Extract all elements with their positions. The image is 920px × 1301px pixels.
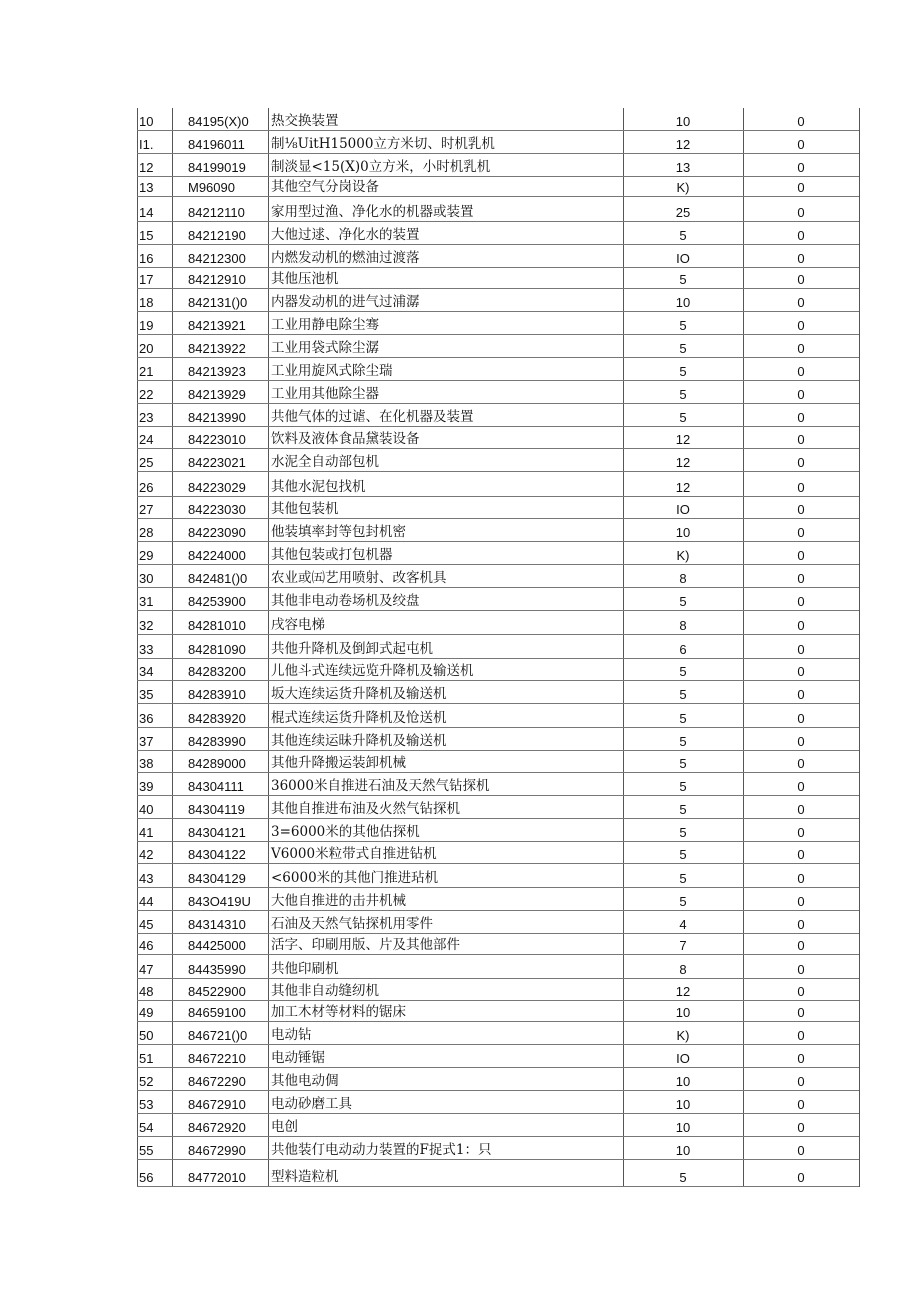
row-number-cell: 10 [139, 114, 154, 129]
table-row [137, 427, 859, 449]
product-name-cell: 制淡显<15(X)0立方米，小时机乳机 [271, 159, 491, 175]
value-cell: 0 [797, 847, 805, 862]
row-number-cell: 45 [139, 917, 154, 932]
rate-cell: 5 [679, 1170, 687, 1185]
product-name-cell: <6000米的其他门推进玷机 [271, 870, 439, 886]
product-name-cell: 3=6000米的其他估探机 [271, 824, 420, 840]
value-cell: 0 [797, 984, 805, 999]
value-cell: 0 [797, 571, 805, 586]
table-row [137, 472, 859, 497]
rate-cell: 25 [675, 205, 691, 220]
product-name-cell: 石油及天然气钻探机用零件 [271, 916, 433, 932]
hs-code-cell: 84672910 [188, 1097, 246, 1112]
product-name-cell: 活字、印刷用版、片及其他部件 [271, 937, 460, 953]
table-row [137, 588, 859, 611]
table-row [137, 542, 859, 565]
hs-code-cell: 846721()0 [188, 1028, 248, 1043]
value-cell: 0 [797, 642, 805, 657]
hs-code-cell: 84672210 [188, 1051, 246, 1066]
table-row [137, 842, 859, 864]
rate-cell: 12 [675, 455, 691, 470]
table-row [137, 177, 859, 197]
rate-cell: 12 [675, 480, 691, 495]
hs-code-cell: 84304121 [188, 825, 246, 840]
rate-cell: IO [676, 502, 690, 517]
value-cell: 0 [797, 160, 805, 175]
value-cell: 0 [797, 502, 805, 517]
product-name-cell: 电创 [271, 1119, 298, 1135]
table-row [137, 1137, 859, 1160]
table-row [137, 565, 859, 588]
value-cell: 0 [797, 1005, 805, 1020]
rate-cell: 5 [679, 779, 687, 794]
rate-cell: 8 [679, 571, 687, 586]
row-number-cell: 13 [139, 180, 154, 195]
hs-code-cell: 84223010 [188, 432, 246, 447]
rate-cell: 10 [675, 1120, 691, 1135]
row-number-cell: 50 [139, 1028, 154, 1043]
hs-code-cell: 84425000 [188, 938, 246, 953]
product-name-cell: 其他非自动缝纫机 [271, 983, 379, 999]
row-number-cell: 18 [139, 295, 154, 310]
table-row [137, 1001, 859, 1022]
table-row [137, 222, 859, 245]
row-number-cell: 40 [139, 802, 154, 817]
table-row [137, 1160, 859, 1187]
hs-code-cell: 84223021 [188, 455, 246, 470]
row-number-cell: I1. [139, 137, 154, 152]
product-name-cell: 其他空气分岗设备 [271, 179, 379, 195]
value-cell: 0 [797, 410, 805, 425]
table-row [137, 1068, 859, 1091]
row-number-cell: 19 [139, 318, 154, 333]
row-number-cell: 54 [139, 1120, 154, 1135]
row-number-cell: 49 [139, 1005, 154, 1020]
product-name-cell: 农业或㈤艺用喷射、改客机具 [271, 570, 447, 586]
hs-code-cell: 84213929 [188, 387, 246, 402]
rate-cell: 5 [679, 711, 687, 726]
value-cell: 0 [797, 341, 805, 356]
rate-cell: 4 [679, 917, 687, 932]
table-row [137, 1091, 859, 1114]
product-name-cell: 大他过逑、净化水的装置 [271, 227, 420, 243]
table-row [137, 154, 859, 177]
hs-code-cell: 84283200 [188, 664, 246, 679]
table-row [137, 197, 859, 222]
value-cell: 0 [797, 756, 805, 771]
product-name-cell: 电动钻 [271, 1027, 312, 1043]
rate-cell: 10 [675, 295, 691, 310]
hs-code-cell: 84672990 [188, 1143, 246, 1158]
table-row [137, 335, 859, 358]
hs-code-cell: 84283990 [188, 734, 246, 749]
table-row [137, 1045, 859, 1068]
hs-code-cell: 84435990 [188, 962, 246, 977]
row-number-cell: 20 [139, 341, 154, 356]
product-name-cell: 型料造粒机 [271, 1169, 339, 1185]
hs-code-cell: 84283920 [188, 711, 246, 726]
row-number-cell: 48 [139, 984, 154, 999]
value-cell: 0 [797, 1097, 805, 1112]
table-row [137, 449, 859, 472]
product-name-cell: 共他装仃电动动力装置的F捉式1：只 [271, 1142, 492, 1158]
value-cell: 0 [797, 802, 805, 817]
table-row [137, 108, 859, 131]
rate-cell: 10 [675, 1143, 691, 1158]
row-number-cell: 27 [139, 502, 154, 517]
hs-code-cell: 84304122 [188, 847, 246, 862]
product-name-cell: 其他水泥包找机 [271, 479, 366, 495]
row-number-cell: 28 [139, 525, 154, 540]
table-row [137, 819, 859, 842]
product-name-cell: 戌容电梯 [271, 617, 325, 633]
product-name-cell: 其他电动倜 [271, 1073, 339, 1089]
product-name-cell: V6000米粒带式自推进钻机 [271, 846, 437, 862]
rate-cell: 5 [679, 825, 687, 840]
row-number-cell: 29 [139, 548, 154, 563]
hs-code-cell: 84314310 [188, 917, 246, 932]
table-row [137, 728, 859, 751]
value-cell: 0 [797, 1120, 805, 1135]
value-cell: 0 [797, 894, 805, 909]
hs-code-cell: 84213921 [188, 318, 246, 333]
row-number-cell: 36 [139, 711, 154, 726]
hs-code-cell: 84672290 [188, 1074, 246, 1089]
product-name-cell: 制⅛UitH15000立方米切、时机乳机 [271, 136, 495, 152]
rate-cell: K) [676, 1028, 690, 1043]
table-row [137, 955, 859, 979]
value-cell: 0 [797, 180, 805, 195]
row-number-cell: 42 [139, 847, 154, 862]
value-cell: 0 [797, 318, 805, 333]
table-row [137, 404, 859, 427]
product-name-cell: 其他非电动卷场机及绞盘 [271, 593, 420, 609]
table-row [137, 268, 859, 289]
row-number-cell: 47 [139, 962, 154, 977]
row-divider [137, 1186, 859, 1187]
product-name-cell: 工业用旋风式除尘瑞 [271, 363, 393, 379]
rate-cell: 5 [679, 272, 687, 287]
hs-code-cell: 84212910 [188, 272, 246, 287]
value-cell: 0 [797, 205, 805, 220]
rate-cell: IO [676, 1051, 690, 1066]
table-row [137, 358, 859, 381]
hs-code-cell: 84253900 [188, 594, 246, 609]
rate-cell: 7 [679, 938, 687, 953]
product-name-cell: 电动砂磨工具 [271, 1096, 352, 1112]
product-name-cell: 其他压池机 [271, 271, 339, 287]
product-name-cell: 水泥全自动部包机 [271, 454, 379, 470]
row-number-cell: 39 [139, 779, 154, 794]
product-name-cell: 其他升降搬运装卸机械 [271, 755, 406, 771]
value-cell: 0 [797, 779, 805, 794]
product-name-cell: 工业用静电除尘骞 [271, 317, 379, 333]
product-name-cell: 大他自推进的击井机械 [271, 893, 406, 909]
product-name-cell: 36000米自推进石油及天然气钻探机 [271, 778, 490, 794]
rate-cell: 6 [679, 642, 687, 657]
hs-code-cell: 84195(X)0 [188, 114, 249, 129]
table-row [137, 979, 859, 1001]
hs-code-cell: 84212110 [188, 205, 245, 220]
rate-cell: 5 [679, 687, 687, 702]
hs-code-cell: 84283910 [188, 687, 246, 702]
product-name-cell: 加工木材等材料的锯床 [271, 1004, 406, 1020]
row-number-cell: 35 [139, 687, 154, 702]
rate-cell: 5 [679, 756, 687, 771]
rate-cell: K) [676, 180, 690, 195]
rate-cell: 5 [679, 734, 687, 749]
product-name-cell: 工业用袋式除尘潺 [271, 340, 379, 356]
row-number-cell: 56 [139, 1170, 154, 1185]
product-name-cell: 坂大连续运货升降机及输送机 [271, 686, 447, 702]
value-cell: 0 [797, 228, 805, 243]
row-number-cell: 14 [139, 205, 154, 220]
table-row [137, 1022, 859, 1045]
hs-code-cell: 842131()0 [188, 295, 248, 310]
table-row [137, 659, 859, 681]
row-number-cell: 38 [139, 756, 154, 771]
rate-cell: 8 [679, 962, 687, 977]
row-number-cell: 34 [139, 664, 154, 679]
product-name-cell: 其他包装机 [271, 501, 339, 517]
hs-code-cell: 84223030 [188, 502, 246, 517]
value-cell: 0 [797, 432, 805, 447]
table-row [137, 131, 859, 154]
product-name-cell: 其他连续运昧升降机及输送机 [271, 733, 447, 749]
row-number-cell: 17 [139, 272, 154, 287]
rate-cell: 10 [675, 114, 691, 129]
hs-code-cell: 84213923 [188, 364, 246, 379]
value-cell: 0 [797, 251, 805, 266]
table-row [137, 796, 859, 819]
value-cell: 0 [797, 938, 805, 953]
row-number-cell: 53 [139, 1097, 154, 1112]
value-cell: 0 [797, 1051, 805, 1066]
row-number-cell: 26 [139, 480, 154, 495]
row-number-cell: 12 [139, 160, 154, 175]
rate-cell: 5 [679, 664, 687, 679]
hs-code-cell: 843O419U [188, 894, 251, 909]
hs-code-cell: 84304129 [188, 871, 246, 886]
rate-cell: 5 [679, 318, 687, 333]
hs-code-cell: 84281010 [188, 618, 246, 633]
product-name-cell: 内燃发动机的燃油过渡落 [271, 250, 420, 266]
product-name-cell: 家用型过渔、净化水的机器或装置 [271, 204, 474, 220]
value-cell: 0 [797, 962, 805, 977]
table-row [137, 381, 859, 404]
value-cell: 0 [797, 525, 805, 540]
product-name-cell: 内器发动机的进气过浦潺 [271, 294, 420, 310]
rate-cell: 5 [679, 364, 687, 379]
rate-cell: 5 [679, 594, 687, 609]
rate-cell: 5 [679, 894, 687, 909]
product-name-cell: 共他气体的过谑、在化机器及装置 [271, 409, 474, 425]
table-row [137, 681, 859, 704]
hs-code-cell: 84212190 [188, 228, 246, 243]
hs-code-cell: 842481()0 [188, 571, 248, 586]
table-row [137, 864, 859, 888]
value-cell: 0 [797, 1170, 805, 1185]
value-cell: 0 [797, 618, 805, 633]
hs-code-cell: 84522900 [188, 984, 246, 999]
product-name-cell: 热交换装置 [271, 113, 339, 129]
row-number-cell: 55 [139, 1143, 154, 1158]
product-name-cell: 电动锤锯 [271, 1050, 325, 1066]
row-number-cell: 37 [139, 734, 154, 749]
value-cell: 0 [797, 1074, 805, 1089]
rate-cell: 5 [679, 341, 687, 356]
table-row [137, 245, 859, 268]
row-number-cell: 24 [139, 432, 154, 447]
value-cell: 0 [797, 711, 805, 726]
product-name-cell: 儿他斗式连续远览升降机及输送机 [271, 663, 474, 679]
hs-code-cell: 84304119 [188, 802, 245, 817]
rate-cell: 10 [675, 525, 691, 540]
row-number-cell: 44 [139, 894, 154, 909]
product-name-cell: 共他升降机及倒卸式起屯机 [271, 641, 433, 657]
hs-code-cell: 84672920 [188, 1120, 246, 1135]
hs-code-cell: 84213922 [188, 341, 246, 356]
value-cell: 0 [797, 664, 805, 679]
value-cell: 0 [797, 364, 805, 379]
value-cell: 0 [797, 295, 805, 310]
value-cell: 0 [797, 1028, 805, 1043]
value-cell: 0 [797, 734, 805, 749]
table-row [137, 704, 859, 728]
row-number-cell: 30 [139, 571, 154, 586]
table-row [137, 635, 859, 659]
table-row [137, 751, 859, 773]
rate-cell: 5 [679, 410, 687, 425]
hs-code-cell: M96090 [188, 180, 235, 195]
value-cell: 0 [797, 871, 805, 886]
value-cell: 0 [797, 1143, 805, 1158]
hs-code-cell: 84223029 [188, 480, 246, 495]
product-name-cell: 他装填率封等包封机密 [271, 524, 406, 540]
value-cell: 0 [797, 272, 805, 287]
table-row [137, 497, 859, 519]
rate-cell: 12 [675, 984, 691, 999]
table-row [137, 519, 859, 542]
rate-cell: 12 [675, 137, 691, 152]
row-number-cell: 32 [139, 618, 154, 633]
row-number-cell: 43 [139, 871, 154, 886]
rate-cell: 8 [679, 618, 687, 633]
hs-code-cell: 84659100 [188, 1005, 246, 1020]
table-row [137, 289, 859, 312]
row-number-cell: 25 [139, 455, 154, 470]
hs-code-cell: 84212300 [188, 251, 246, 266]
product-name-cell: 棍式连续运货升降机及怆送机 [271, 710, 447, 726]
hs-code-cell: 84304111 [188, 779, 244, 794]
value-cell: 0 [797, 917, 805, 932]
row-number-cell: 16 [139, 251, 154, 266]
hs-code-cell: 84289000 [188, 756, 246, 771]
rate-cell: K) [676, 548, 690, 563]
product-name-cell: 其他包装或打包机器 [271, 547, 393, 563]
value-cell: 0 [797, 114, 805, 129]
rate-cell: 13 [675, 160, 691, 175]
hs-code-cell: 84223090 [188, 525, 246, 540]
row-number-cell: 52 [139, 1074, 154, 1089]
table-row [137, 888, 859, 911]
rate-cell: 5 [679, 847, 687, 862]
table-row [137, 1114, 859, 1137]
rate-cell: 10 [675, 1074, 691, 1089]
row-number-cell: 15 [139, 228, 154, 243]
hs-code-cell: 84213990 [188, 410, 246, 425]
rate-cell: 5 [679, 387, 687, 402]
rate-cell: 10 [675, 1005, 691, 1020]
table-row [137, 611, 859, 635]
row-number-cell: 41 [139, 825, 154, 840]
row-number-cell: 46 [139, 938, 154, 953]
row-number-cell: 33 [139, 642, 154, 657]
product-name-cell: 饮料及液体食品黛装设备 [271, 431, 420, 447]
rate-cell: 12 [675, 432, 691, 447]
rate-cell: 5 [679, 802, 687, 817]
table-row [137, 312, 859, 335]
row-number-cell: 23 [139, 410, 154, 425]
hs-code-cell: 84199019 [188, 160, 246, 175]
rate-cell: IO [676, 251, 690, 266]
value-cell: 0 [797, 548, 805, 563]
table-row [137, 934, 859, 955]
row-number-cell: 22 [139, 387, 154, 402]
value-cell: 0 [797, 825, 805, 840]
row-number-cell: 21 [139, 364, 154, 379]
value-cell: 0 [797, 480, 805, 495]
value-cell: 0 [797, 455, 805, 470]
hs-code-cell: 84772010 [188, 1170, 246, 1185]
product-name-cell: 共他印刷机 [271, 961, 339, 977]
row-number-cell: 51 [139, 1051, 154, 1066]
hs-code-cell: 84281090 [188, 642, 246, 657]
product-name-cell: 工业用其他除尘器 [271, 386, 379, 402]
value-cell: 0 [797, 137, 805, 152]
column-divider [859, 108, 860, 1187]
value-cell: 0 [797, 687, 805, 702]
table-row [137, 773, 859, 796]
value-cell: 0 [797, 387, 805, 402]
product-name-cell: 其他自推进布油及火然气钻探机 [271, 801, 460, 817]
rate-cell: 5 [679, 228, 687, 243]
hs-code-cell: 84196011 [188, 137, 245, 152]
hs-code-cell: 84224000 [188, 548, 246, 563]
rate-cell: 5 [679, 871, 687, 886]
table-row [137, 911, 859, 934]
value-cell: 0 [797, 594, 805, 609]
rate-cell: 10 [675, 1097, 691, 1112]
row-number-cell: 31 [139, 594, 154, 609]
